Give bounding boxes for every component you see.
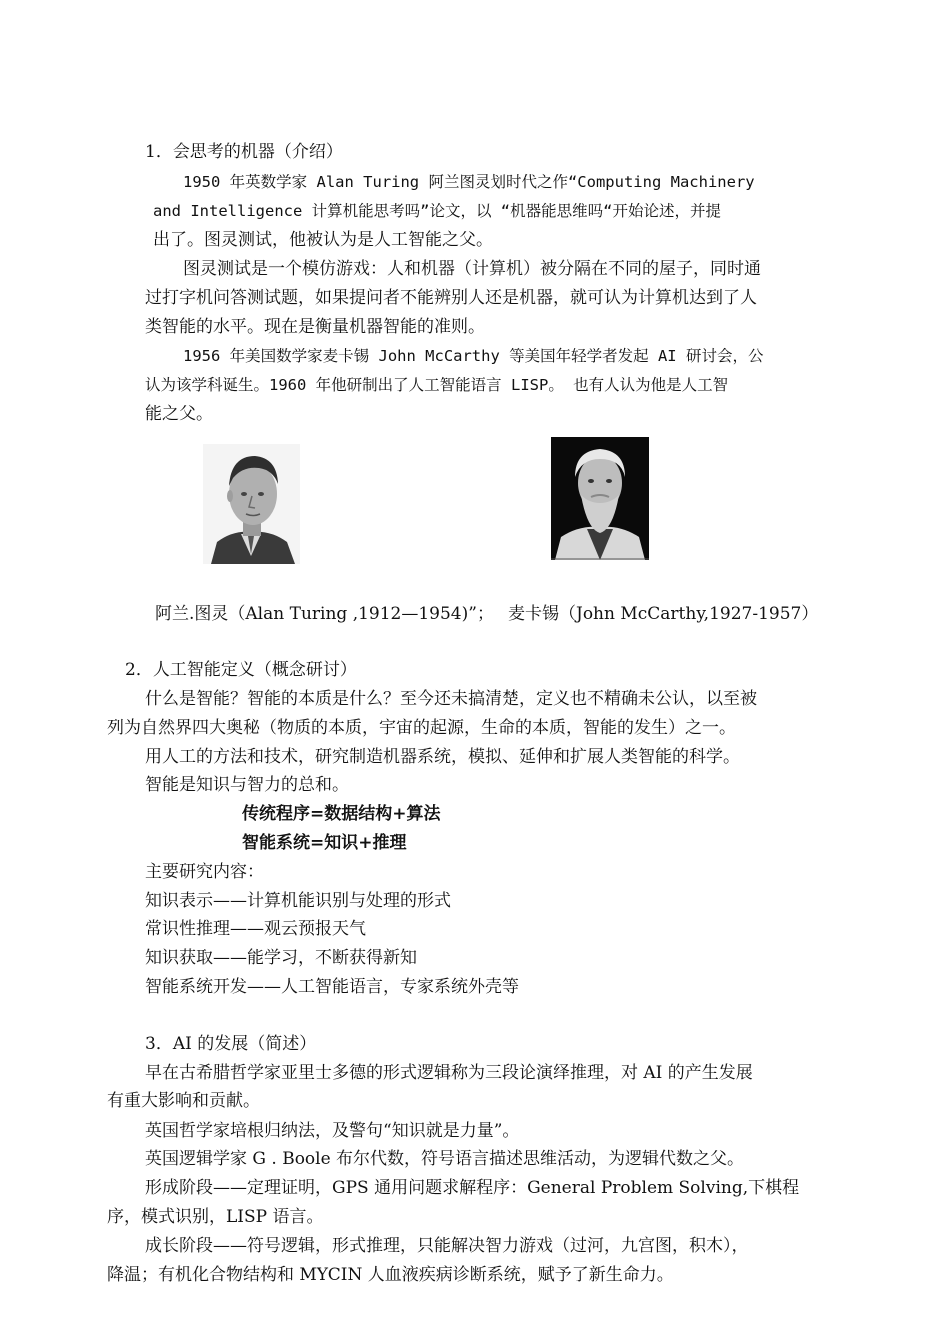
- research-item: 智能系统开发——人工智能语言，专家系统外壳等: [145, 977, 519, 997]
- research-item: 知识获取——能学习，不断获得新知: [145, 948, 417, 968]
- paragraph-line: 早在古希腊哲学家亚里士多德的形式逻辑称为三段论演绎推理，对 AI 的产生发展: [145, 1063, 753, 1083]
- formula-intelligent-system: 智能系统=知识+推理: [242, 833, 407, 853]
- paragraph-line: 成长阶段——符号逻辑，形式推理，只能解决智力游戏（过河，九宫图，积木），: [145, 1236, 749, 1256]
- paragraph-line: 列为自然界四大奥秘（物质的本质，宇宙的起源，生命的本质，智能的发生）之一。: [107, 718, 736, 738]
- research-heading: 主要研究内容：: [145, 862, 264, 882]
- paragraph-line: 1950 年英数学家 Alan Turing 阿兰图灵划时代之作“Computing Machinery: [183, 173, 755, 191]
- research-item: 常识性推理——观云预报天气: [145, 919, 366, 939]
- paragraph-line: 认为该学科诞生。1960 年他研制出了人工智能语言 LISP。 也有人认为他是人工智: [145, 376, 729, 394]
- paragraph-line: 英国哲学家培根归纳法，及警句“知识就是力量”。: [145, 1121, 520, 1141]
- paragraph-line: 英国逻辑学家 G . Boole 布尔代数，符号语言描述思维活动，为逻辑代数之父。: [145, 1149, 745, 1169]
- section2-heading: 2．人工智能定义（概念研讨）: [125, 660, 357, 680]
- research-item: 知识表示——计算机能识别与处理的形式: [145, 891, 451, 911]
- paragraph-line: 图灵测试是一个模仿游戏：人和机器（计算机）被分隔在不同的屋子，同时通: [183, 259, 761, 279]
- paragraph-line: 有重大影响和贡献。: [107, 1091, 260, 1111]
- paragraph-line: 序，模式识别，LISP 语言。: [107, 1207, 324, 1227]
- paragraph-line: and Intelligence 计算机能思考吗”论文，以 “机器能思维吗“开始论述，并提: [153, 202, 721, 220]
- section1-heading: 1．会思考的机器（介绍）: [145, 142, 343, 162]
- paragraph-line: 过打字机问答测试题，如果提问者不能辨别人还是机器，就可认为计算机达到了人: [145, 288, 757, 308]
- mccarthy-caption: 麦卡锡（John McCarthy,1927-1957）: [508, 604, 819, 624]
- section3-heading: 3．AI 的发展（简述）: [145, 1034, 317, 1054]
- turing-portrait: [203, 444, 300, 564]
- formula-traditional-program: 传统程序=数据结构+算法: [242, 804, 441, 824]
- paragraph-line: 出了。图灵测试，他被认为是人工智能之父。: [153, 230, 493, 250]
- paragraph-line: 类智能的水平。现在是衡量机器智能的准则。: [145, 317, 485, 337]
- paragraph-line: 形成阶段——定理证明，GPS 通用问题求解程序：General Problem Solving,下棋程: [145, 1178, 800, 1198]
- paragraph-line: 降温；有机化合物结构和 MYCIN 人血液疾病诊断系统，赋予了新生命力。: [107, 1265, 674, 1285]
- paragraph-line: 什么是智能？智能的本质是什么？至今还未搞清楚，定义也不精确未公认，以至被: [145, 689, 757, 709]
- mccarthy-portrait: [551, 437, 649, 560]
- turing-caption: 阿兰.图灵（Alan Turing ,1912—1954)”；: [155, 604, 494, 624]
- paragraph-line: 智能是知识与智力的总和。: [145, 775, 349, 795]
- paragraph-line: 能之父。: [145, 404, 213, 424]
- paragraph-line: 用人工的方法和技术，研究制造机器系统，模拟、延伸和扩展人类智能的科学。: [145, 747, 740, 767]
- paragraph-line: 1956 年美国数学家麦卡锡 John McCarthy 等美国年轻学者发起 AI 研讨会，公: [183, 347, 764, 365]
